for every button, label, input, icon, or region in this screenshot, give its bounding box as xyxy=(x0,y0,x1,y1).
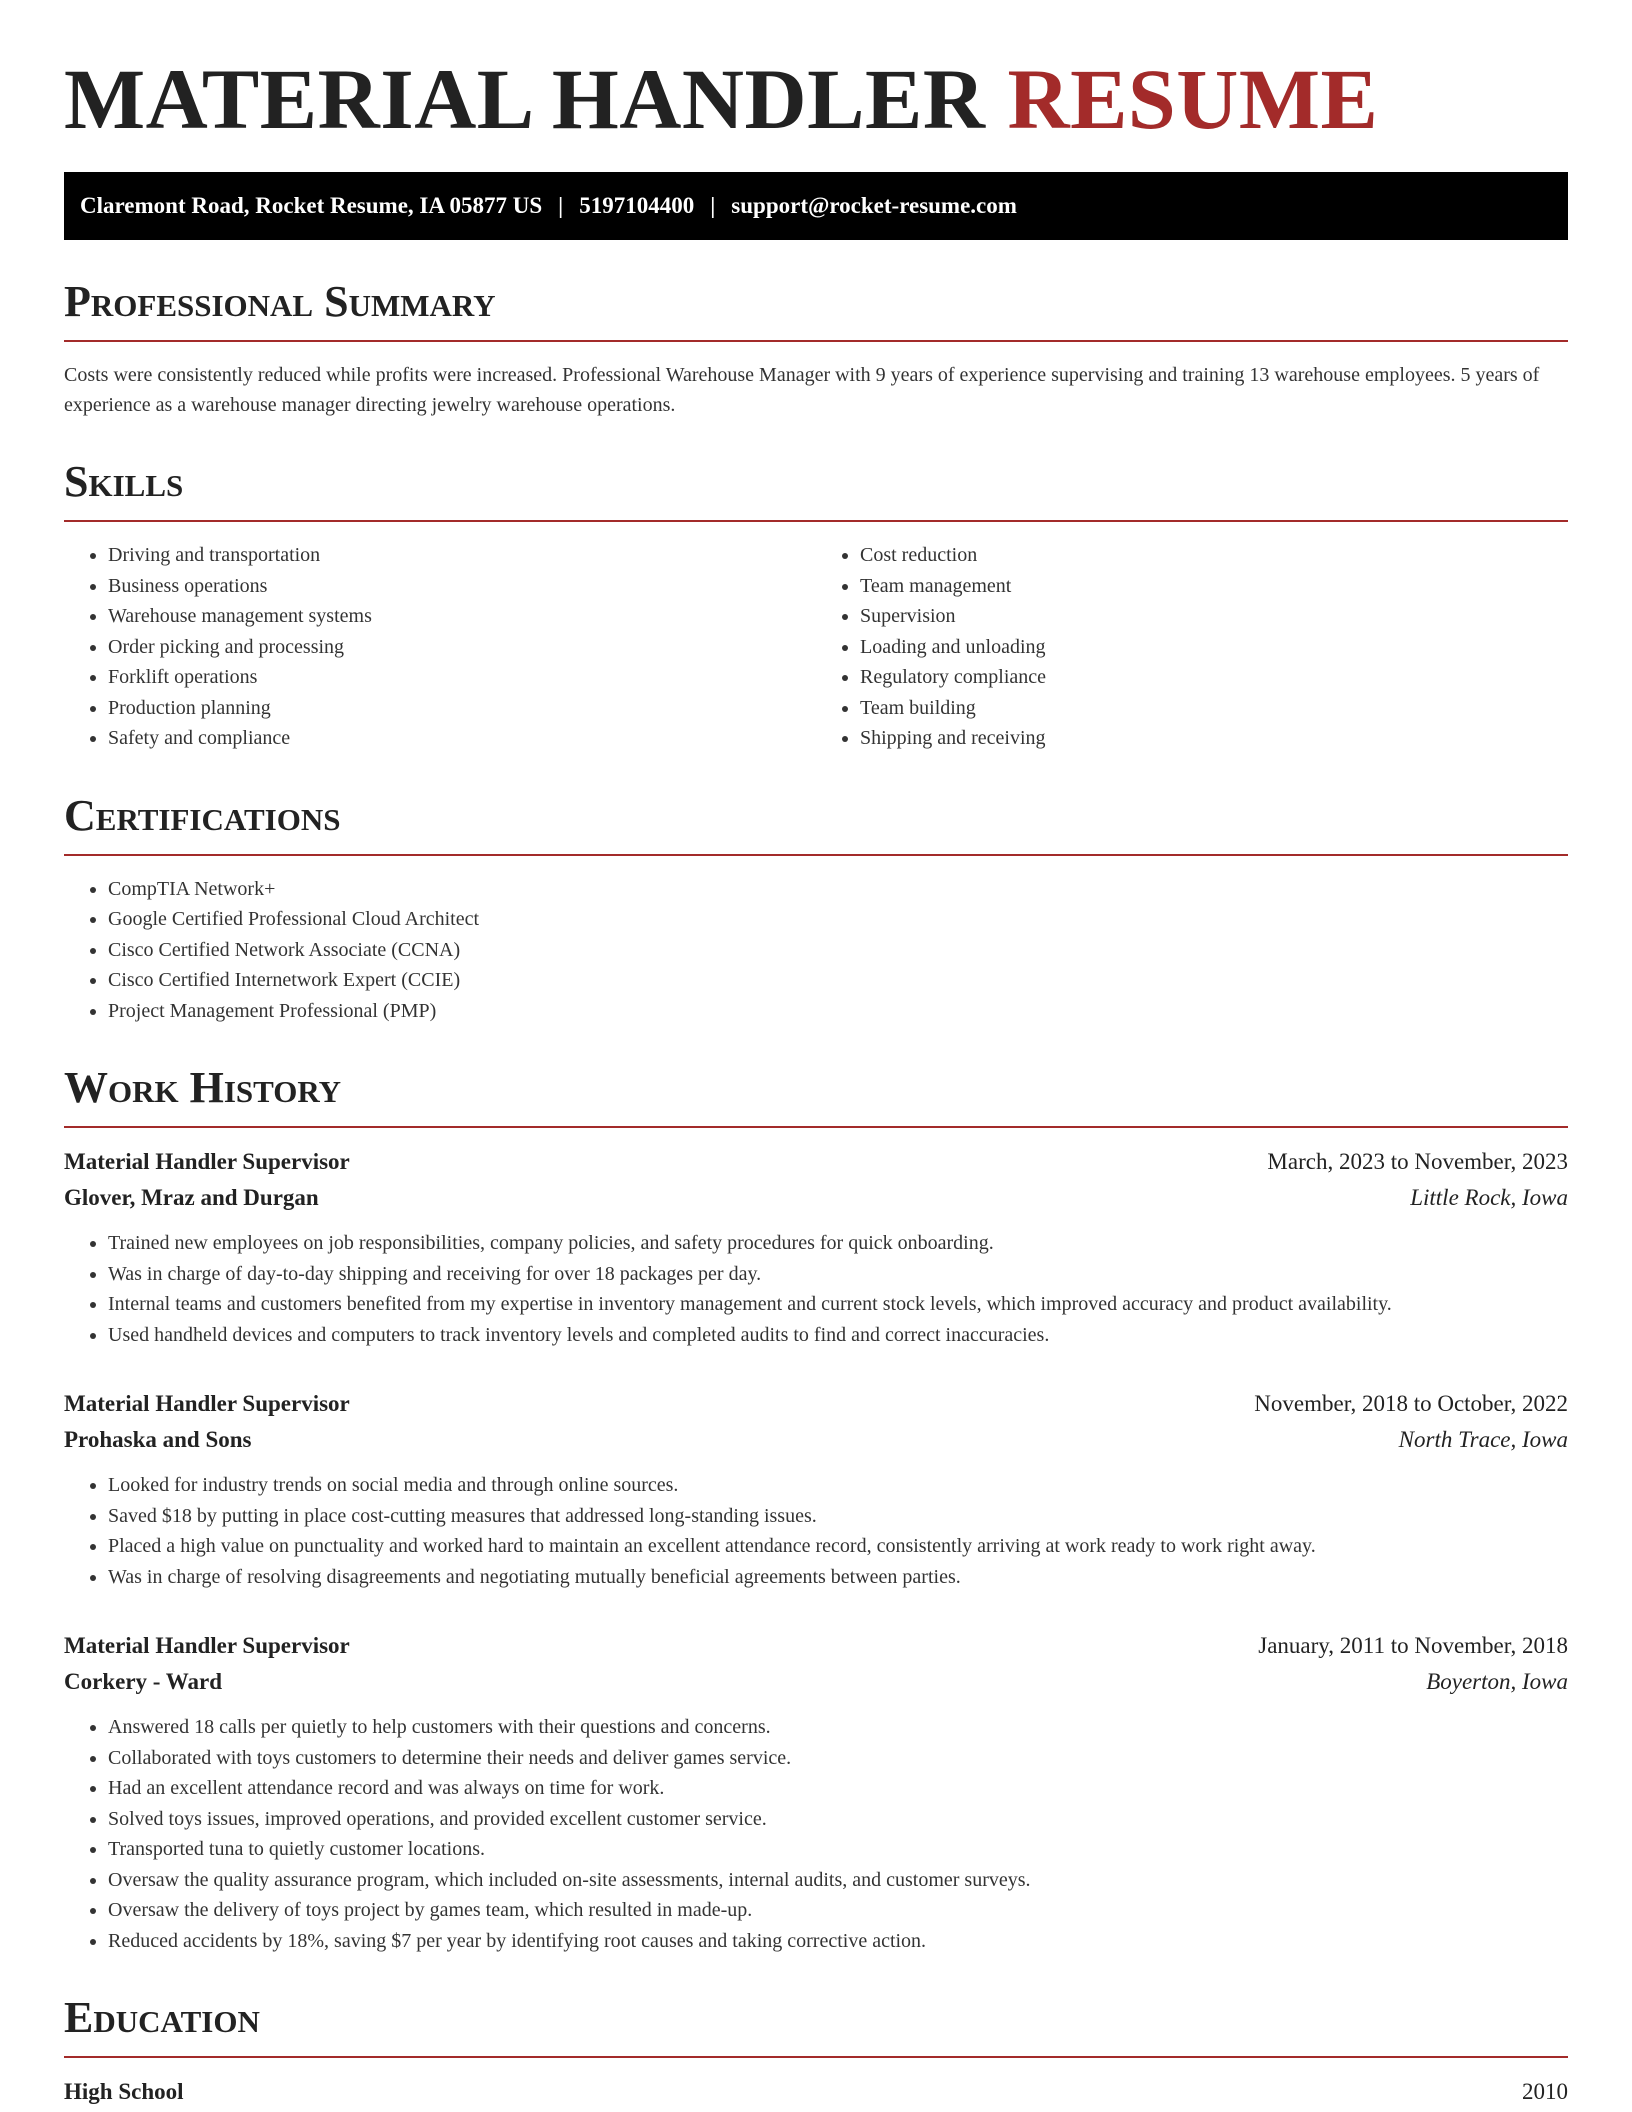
skill-item: • Cost reduction xyxy=(860,540,1568,571)
job-title-row xyxy=(64,1628,1568,1664)
title-accent: RESUME xyxy=(1007,51,1379,147)
education-heading: Education xyxy=(64,1996,1568,2058)
job-location: Little Rock, Iowa xyxy=(1410,1185,1568,1210)
job-bullet: • Reduced accidents by 18%, saving $7 per year by identifying root causes and taking corrective action. xyxy=(108,1926,1568,1957)
job-bullet: • Placed a high value on punctuality and worked hard to maintain an excellent attendance record, consistently arriving at work ready to work right away. xyxy=(108,1531,1568,1562)
job-entry xyxy=(64,1386,1568,1592)
skill-item: • Shipping and receiving xyxy=(860,723,1568,754)
skill-item: • Warehouse management systems xyxy=(108,601,816,632)
summary-section xyxy=(64,277,1568,420)
job-company-row xyxy=(64,1422,1568,1458)
job-title: Material Handler Supervisor xyxy=(64,1391,350,1416)
skill-item: • Loading and unloading xyxy=(860,632,1568,663)
contact-separator: | xyxy=(710,193,716,218)
job-location: North Trace, Iowa xyxy=(1398,1427,1568,1452)
job-bullet: • Collaborated with toys customers to determine their needs and deliver games service. xyxy=(108,1743,1568,1774)
skill-item: • Order picking and processing xyxy=(108,632,816,663)
job-bullet: • Was in charge of resolving disagreements and negotiating mutually beneficial agreements between parties. xyxy=(108,1562,1568,1593)
skill-item: • Supervision xyxy=(860,601,1568,632)
job-title: Material Handler Supervisor xyxy=(64,1149,350,1174)
contact-bar xyxy=(64,172,1568,240)
skill-item: • Regulatory compliance xyxy=(860,662,1568,693)
education-degree: High School xyxy=(64,2079,184,2104)
job-dates: March, 2023 to November, 2023 xyxy=(1267,1149,1568,1174)
job-location: Boyerton, Iowa xyxy=(1426,1669,1568,1694)
skill-item: • Production planning xyxy=(108,693,816,724)
jobs-list xyxy=(64,1144,1568,1956)
certifications-section xyxy=(64,790,1568,1027)
certification-item: • Cisco Certified Network Associate (CCNA) xyxy=(108,935,1568,966)
skills-grid xyxy=(64,522,1568,754)
certification-item: • CompTIA Network+ xyxy=(108,874,1568,905)
education-entry xyxy=(64,2074,1568,2110)
certification-item: • Cisco Certified Internetwork Expert (CCIE) xyxy=(108,965,1568,996)
job-company-row xyxy=(64,1664,1568,1700)
job-bullet: • Used handheld devices and computers to track inventory levels and completed audits to find and correct inaccuracies. xyxy=(108,1320,1568,1351)
job-bullets xyxy=(64,1228,1568,1350)
skill-item: • Business operations xyxy=(108,571,816,602)
summary-text: Costs were consistently reduced while profits were increased. Professional Warehouse Manager with 9 years of experience supervising and training 13 warehouse employees. 5 years of experience as a warehouse manager directing jewelry warehouse operations. xyxy=(64,364,1540,416)
job-bullet: • Answered 18 calls per quietly to help customers with their questions and concerns. xyxy=(108,1712,1568,1743)
skills-column-2 xyxy=(816,540,1568,754)
job-bullet: • Had an excellent attendance record and was always on time for work. xyxy=(108,1773,1568,1804)
job-bullet: • Transported tuna to quietly customer locations. xyxy=(108,1834,1568,1865)
resume-title xyxy=(64,51,1568,147)
education-section xyxy=(64,1993,1568,2110)
skill-item: • Safety and compliance xyxy=(108,723,816,754)
job-title: Material Handler Supervisor xyxy=(64,1633,350,1658)
job-bullet: • Saved $18 by putting in place cost-cutting measures that addressed long-standing issues. xyxy=(108,1501,1568,1532)
skills-heading: Skills xyxy=(64,460,1568,522)
job-company-row xyxy=(64,1180,1568,1216)
job-bullet: • Trained new employees on job responsibilities, company policies, and safety procedures for quick onboarding. xyxy=(108,1228,1568,1259)
skills-section xyxy=(64,457,1568,754)
contact-phone: 5197104400 xyxy=(579,193,695,218)
contact-separator: | xyxy=(558,193,564,218)
certifications-list xyxy=(64,874,1568,1027)
contact-address: Claremont Road, Rocket Resume, IA 05877 US xyxy=(80,193,543,218)
job-bullets xyxy=(64,1712,1568,1956)
job-bullet: • Looked for industry trends on social media and through online sources. xyxy=(108,1470,1568,1501)
certification-item: • Google Certified Professional Cloud Architect xyxy=(108,904,1568,935)
job-entry xyxy=(64,1628,1568,1956)
job-bullet: • Oversaw the delivery of toys project by games team, which resulted in made-up. xyxy=(108,1895,1568,1926)
job-bullet: • Solved toys issues, improved operations, and provided excellent customer service. xyxy=(108,1804,1568,1835)
job-bullets xyxy=(64,1470,1568,1592)
education-year: 2010 xyxy=(1522,2079,1568,2104)
job-bullet: • Oversaw the quality assurance program, which included on-site assessments, internal audits, and customer surveys. xyxy=(108,1865,1568,1896)
job-company: Glover, Mraz and Durgan xyxy=(64,1185,319,1210)
skills-column-1 xyxy=(64,540,816,754)
job-entry xyxy=(64,1144,1568,1350)
job-bullet: • Internal teams and customers benefited from my expertise in inventory management and current stock levels, which improved accuracy and product availability. xyxy=(108,1289,1568,1320)
job-title-row xyxy=(64,1386,1568,1422)
skill-item: • Team building xyxy=(860,693,1568,724)
skill-item: • Driving and transportation xyxy=(108,540,816,571)
job-company: Prohaska and Sons xyxy=(64,1427,252,1452)
job-dates: January, 2011 to November, 2018 xyxy=(1258,1633,1568,1658)
job-dates: November, 2018 to October, 2022 xyxy=(1254,1391,1568,1416)
job-title-row xyxy=(64,1144,1568,1180)
certification-item: • Project Management Professional (PMP) xyxy=(108,996,1568,1027)
work-history-section xyxy=(64,1063,1568,1956)
skill-item: • Forklift operations xyxy=(108,662,816,693)
title-main: MATERIAL HANDLER xyxy=(64,51,986,147)
work-history-heading: Work History xyxy=(64,1066,1568,1128)
certifications-heading: Certifications xyxy=(64,794,1568,856)
contact-email: support@rocket-resume.com xyxy=(731,193,1017,218)
job-company: Corkery - Ward xyxy=(64,1669,223,1694)
job-bullet: • Was in charge of day-to-day shipping and receiving for over 18 packages per day. xyxy=(108,1259,1568,1290)
summary-heading: Professional Summary xyxy=(64,280,1568,342)
skill-item: • Team management xyxy=(860,571,1568,602)
